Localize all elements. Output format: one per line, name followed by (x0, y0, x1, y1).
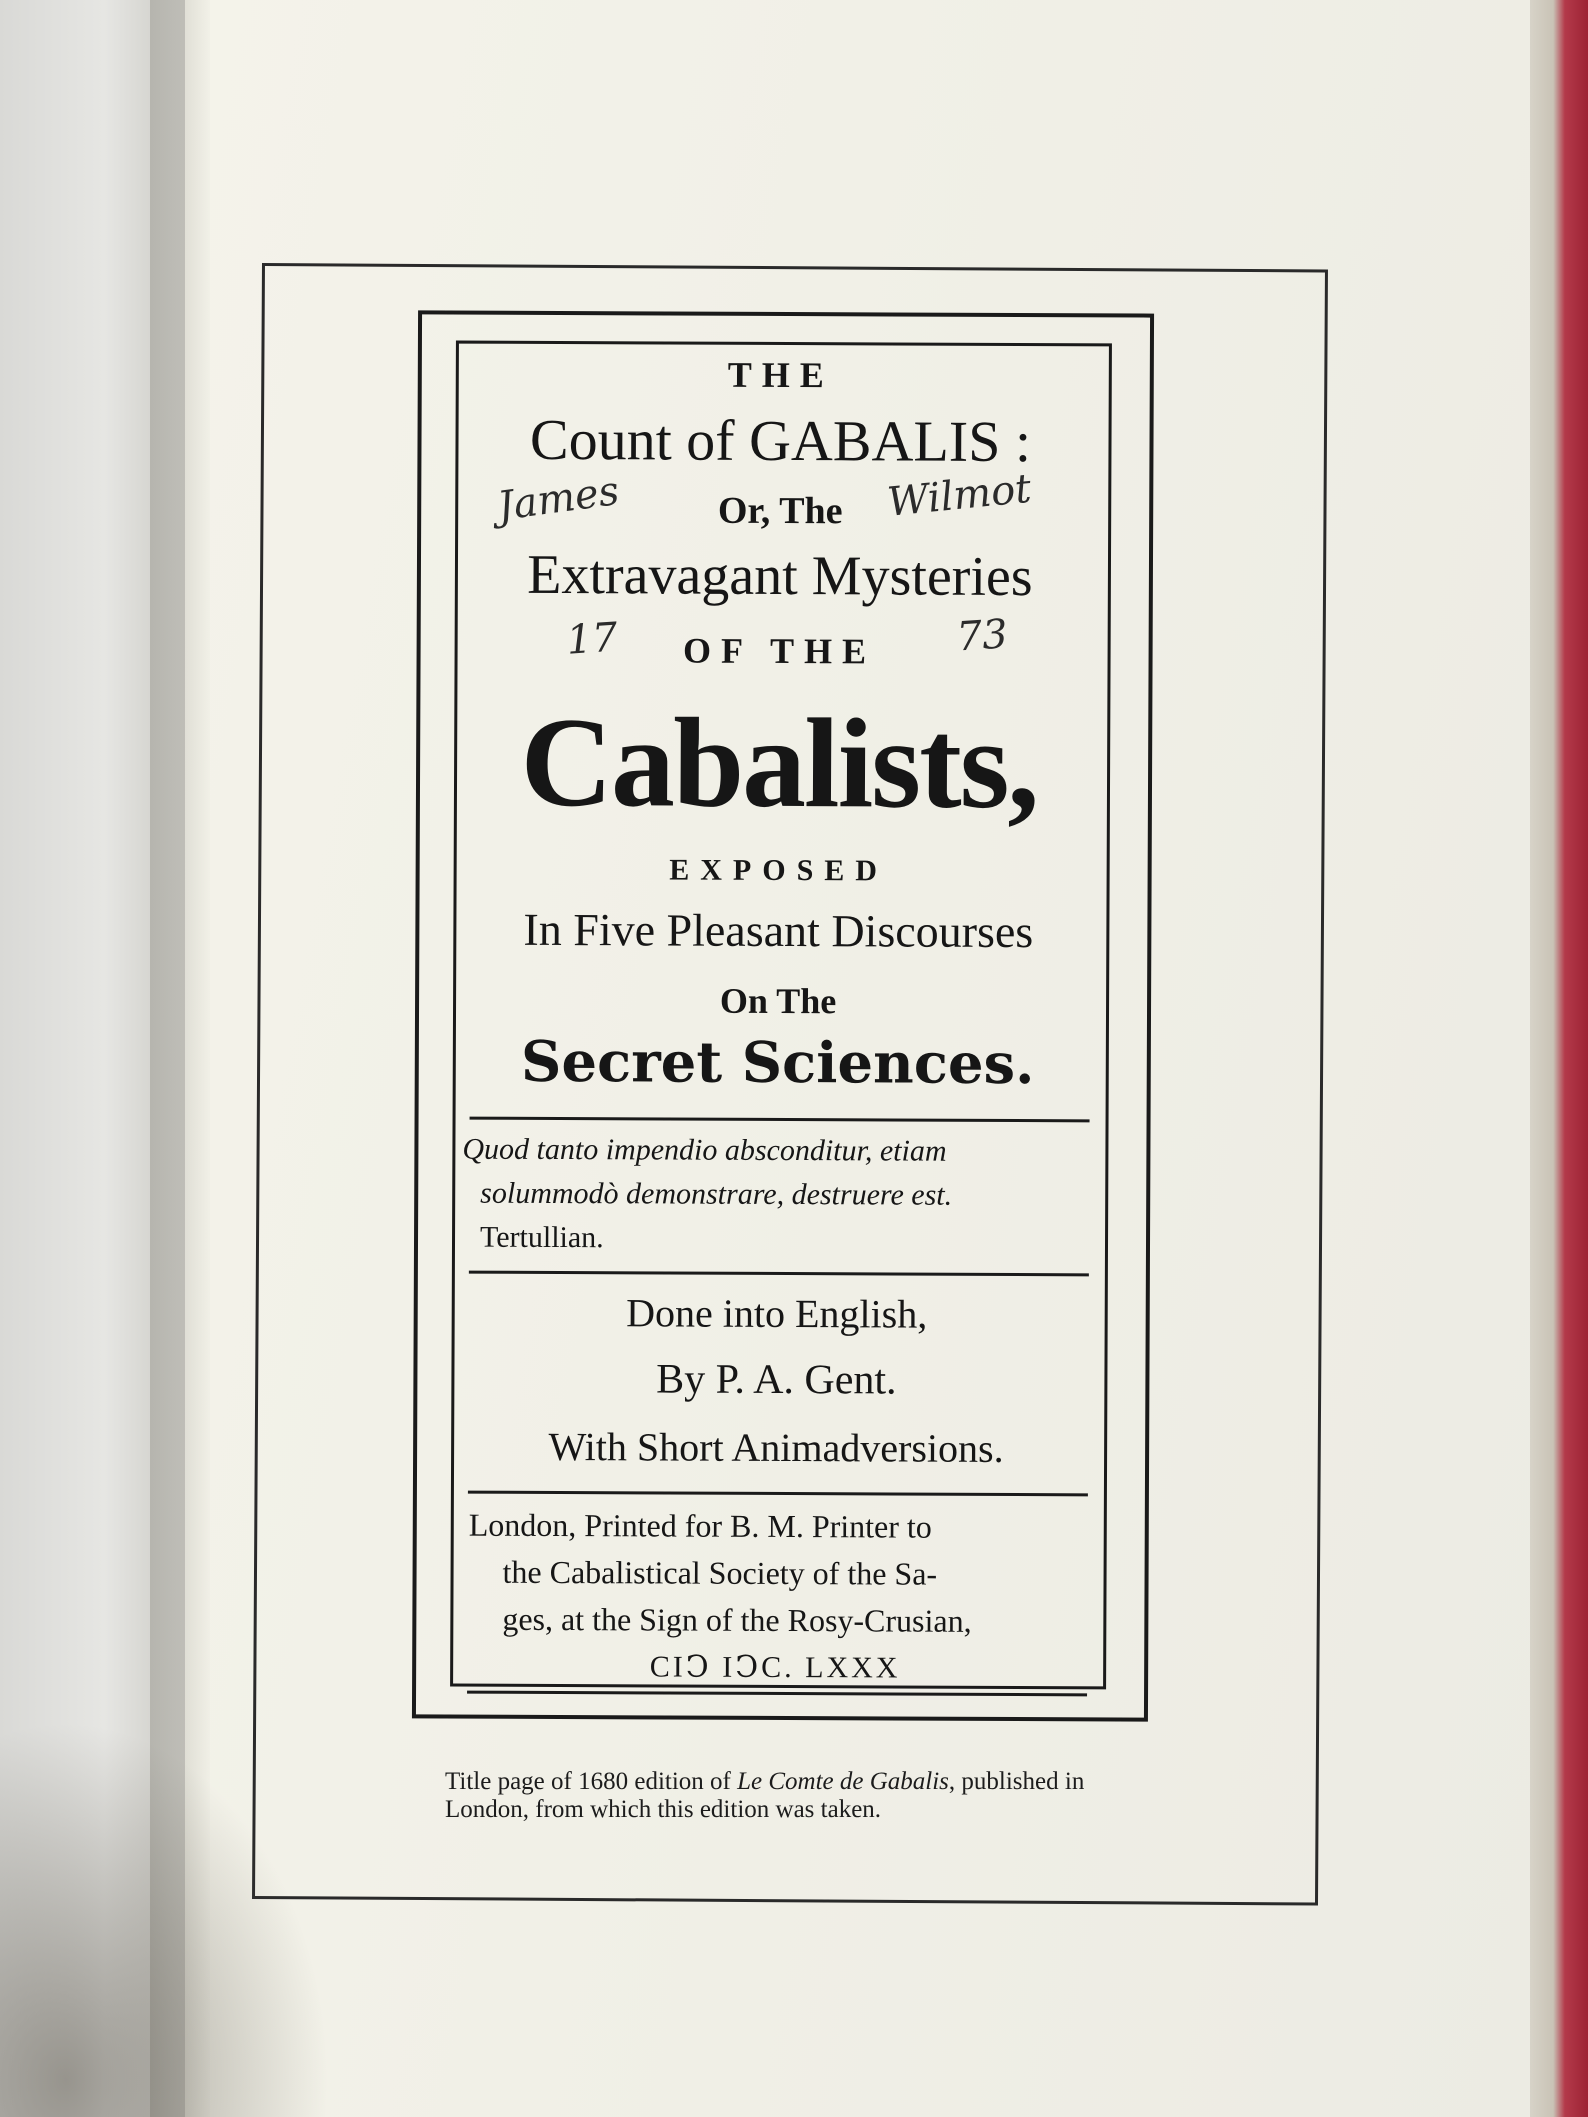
title-done-into-english: Done into English, (626, 1290, 928, 1337)
page-edges (1530, 0, 1588, 2117)
imprint-line-3: ges, at the Sign of the Rosy-Crusian, (502, 1600, 972, 1639)
title-in-five: In Five Pleasant Discourses (523, 903, 1034, 958)
quote-author: Tertullian. (479, 1220, 604, 1255)
thumb-shadow (0, 1720, 330, 2117)
title-or: Or, The (717, 489, 843, 533)
caption-italic-title: Le Comte de Gabalis (737, 1768, 949, 1795)
title-count: Count of GABALIS : (529, 406, 1032, 475)
handwritten-year-left: 17 (565, 614, 620, 664)
caption-text-end: , published in London, from which this edition was taken. (445, 1768, 1085, 1823)
title-the: THE (727, 354, 834, 396)
title-page-reproduction (412, 310, 1158, 1723)
figure-caption (445, 1768, 1155, 1824)
title-extravagant: Extravagant Mysteries (527, 543, 1033, 609)
imprint-line-2: the Cabalistical Society of the Sa- (502, 1553, 938, 1592)
title-cabalists: Cabalists, (520, 690, 1038, 836)
imprint-line-1: London, Printed for B. M. Printer to (468, 1506, 932, 1545)
title-exposed: EXPOSED (669, 853, 889, 888)
title-with-animadversions: With Short Animadversions. (548, 1423, 1004, 1471)
handwritten-surname: Wilmot (885, 465, 1034, 526)
title-secret-sciences: Secret Sciences. (520, 1028, 1035, 1098)
caption-text: Title page of 1680 edition of (445, 1768, 738, 1795)
handwritten-first-name: James (494, 467, 622, 531)
handwritten-year-right: 73 (955, 611, 1010, 661)
quote-line-2: solummodò demonstrare, destruere est. (480, 1176, 953, 1212)
title-by-author: By P. A. Gent. (656, 1356, 897, 1404)
quote-line-1: Quod tanto impendio absconditur, etiam (462, 1132, 947, 1168)
imprint-year: CIↃ IↃC. LXXX (649, 1650, 901, 1685)
title-of-the: OF THE (682, 630, 877, 672)
title-on-the: On The (719, 980, 837, 1022)
